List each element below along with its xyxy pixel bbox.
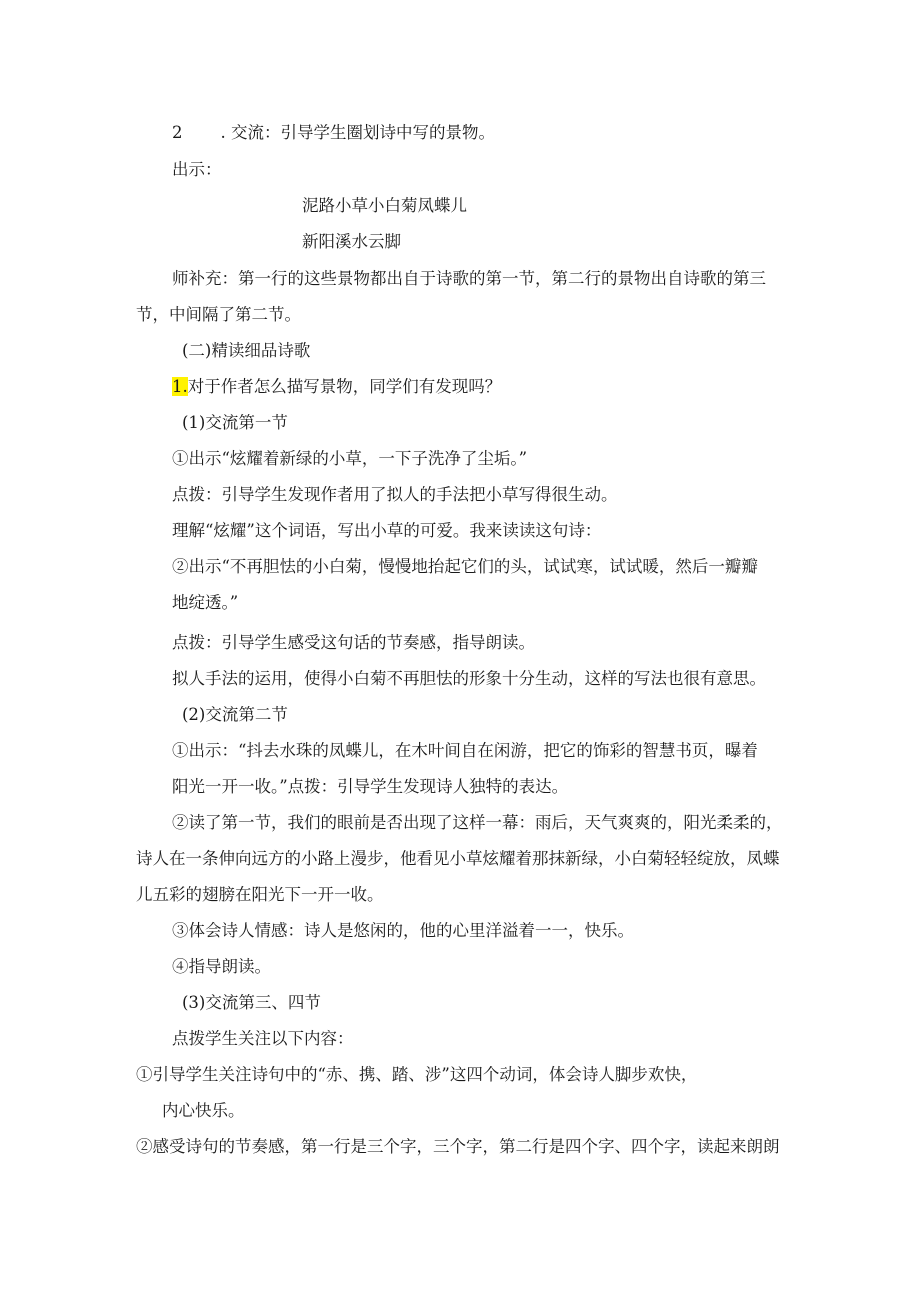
paragraph-line: 理解“炫耀”这个词语，写出小草的可爱。我来读读这句诗： [172,521,602,540]
subsection-heading: (3)交流第三、四节 [182,993,321,1012]
subsection-heading: (2)交流第二节 [182,705,288,724]
paragraph-line: 节，中间隔了第二节。 [136,305,301,324]
paragraph-line [172,376,501,398]
paragraph-line: 地绽透。” [172,593,239,612]
paragraph-line: 师补充：第一行的这些景物都出自于诗歌的第一节，第二行的景物出自诗歌的第三 [172,269,766,288]
paragraph-line: ④指导朗读。 [172,957,271,976]
paragraph-line: ②出示“不再胆怯的小白菊，慢慢地抬起它们的头，试试寒，试试暖，然后一瓣瓣 [172,557,758,576]
subsection-heading: (1)交流第一节 [182,413,288,432]
list-number: 2 [172,123,183,142]
paragraph-line: ③体会诗人情感：诗人是悠闲的，他的心里洋溢着一一，快乐。 [172,921,634,940]
line-text: . 交流：引导学生圈划诗中写的景物。 [220,123,495,142]
paragraph-line: 儿五彩的翅膀在阳光下一开一收。 [136,885,384,904]
highlighted-list-number: 1. [172,377,188,396]
paragraph-line: ②读了第一节，我们的眼前是否出现了这样一幕：雨后，天气爽爽的，阳光柔柔的， [172,813,783,832]
paragraph-line: ①引导学生关注诗句中的“赤、携、踏、涉”这四个动词，体会诗人脚步欢快， [136,1065,698,1084]
paragraph-line: 点拨：引导学生感受这句话的节奏感，指导朗读。 [172,633,535,652]
paragraph-line: 点拨：引导学生发现作者用了拟人的手法把小草写得很生动。 [172,485,618,504]
scenery-list-line: 泥路小草小白菊凤蝶儿 [302,196,467,215]
paragraph-line: 诗人在一条伸向远方的小路上漫步，他看见小草炫耀着那抹新绿，小白菊轻轻绽放，凤蝶 [136,849,780,868]
paragraph-line: ①出示“炫耀着新绿的小草，一下子洗净了尘垢。” [172,449,528,468]
section-heading: (二)精读细品诗歌 [182,341,311,360]
line-text: 对于作者怎么描写景物，同学们有发现吗？ [187,377,502,396]
paragraph-line: 阳光一开一收。”点拨：引导学生发现诗人独特的表达。 [172,777,569,796]
paragraph-line [172,122,495,144]
paragraph-line: 拟人手法的运用，使得小白菊不再胆怯的形象十分生动，这样的写法也很有意思。 [172,669,766,688]
paragraph-line: 内心快乐。 [162,1101,245,1120]
paragraph-line: ②感受诗句的节奏感，第一行是三个字，三个字，第二行是四个字、四个字，读起来朗朗 [136,1137,780,1156]
paragraph-line: 点拨学生关注以下内容： [172,1029,354,1048]
paragraph-line: ①出示：“抖去水珠的凤蝶儿，在木叶间自在闲游，把它的饰彩的智慧书页，曝着 [172,741,758,760]
paragraph-line: 出示： [172,160,222,179]
scenery-list-line: 新阳溪水云脚 [302,232,401,251]
